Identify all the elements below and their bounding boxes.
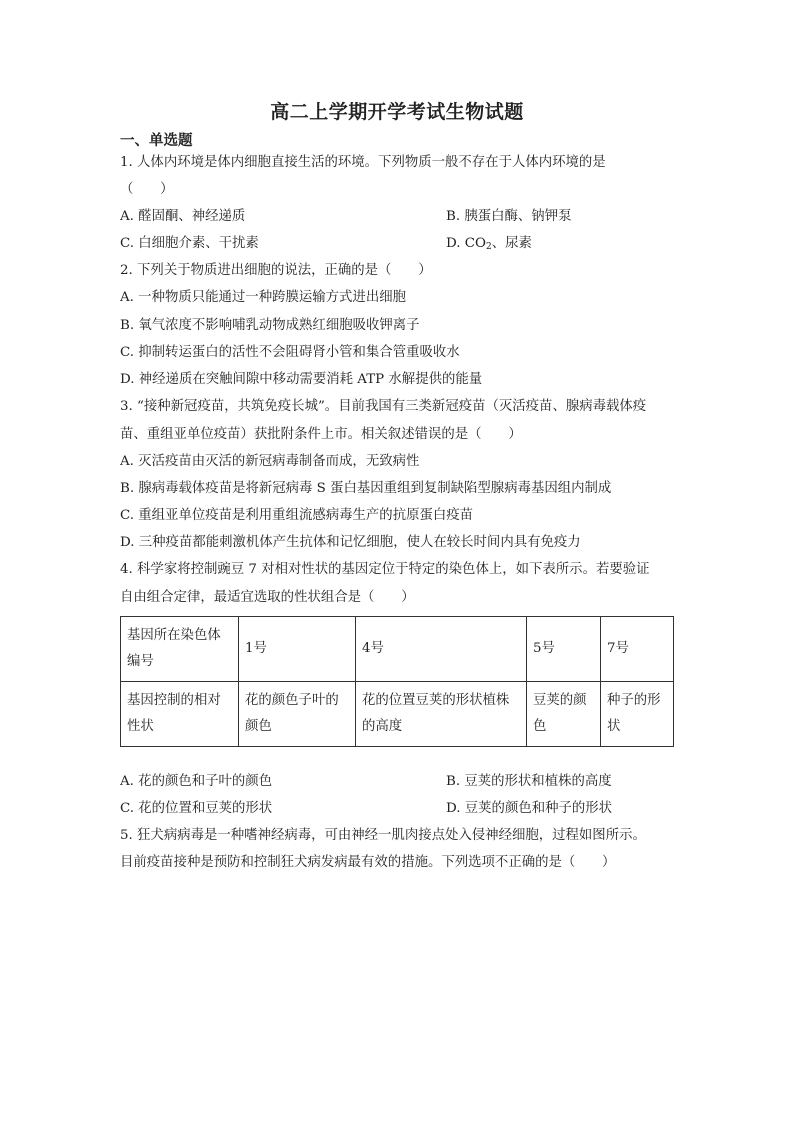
q2-option-d: D. 神经递质在突触间隙中移动需要消耗 ATP 水解提供的能量	[120, 372, 483, 387]
q4-option-b: B. 豆荚的形状和植株的高度	[446, 774, 612, 789]
q1-option-d-subscript: 2	[486, 242, 492, 252]
q2-option-b: B. 氧气浓度不影响哺乳动物成熟红细胞吸收钾离子	[120, 318, 420, 333]
q4-stem-line2: 自由组合定律，最适宜选取的性状组合是（ ）	[120, 590, 415, 605]
q4-option-c: C. 花的位置和豆荚的形状	[120, 801, 273, 816]
q5-stem-line2: 目前疫苗接种是预防和控制狂犬病发病最有效的措施。下列选项不正确的是（ ）	[120, 855, 616, 870]
q5-stem-line1: 5. 狂犬病病毒是一种嗜神经病毒，可由神经一肌肉接点处入侵神经细胞，过程如图所示。	[120, 828, 646, 843]
q3-option-d: D. 三种疫苗都能刺激机体产生抗体和记忆细胞，使人在较长时间内具有免疫力	[120, 535, 581, 550]
table-row	[121, 682, 674, 747]
q3-stem-line1: 3. “接种新冠疫苗，共筑免疫长城”。目前我国有三类新冠疫苗（灭活疫苗、腺病毒载体疫	[120, 399, 647, 414]
table-cell: 7号	[601, 617, 674, 682]
q1-option-d-prefix: D. CO	[446, 236, 486, 251]
table-row	[121, 617, 674, 682]
table-cell: 豆荚的颜色	[527, 682, 601, 747]
table-cell: 花的颜色子叶的颜色	[239, 682, 356, 747]
table-cell: 1号	[239, 617, 356, 682]
q4-stem-line1: 4. 科学家将控制豌豆 7 对相对性状的基因定位于特定的染色体上，如下表所示。若要验证	[120, 562, 650, 577]
q2-option-c: C. 抑制转运蛋白的活性不会阻碍肾小管和集合管重吸收水	[120, 345, 460, 360]
table-cell: 4号	[356, 617, 527, 682]
q1-option-d	[446, 235, 532, 256]
gene-table	[120, 616, 674, 747]
q4-option-a: A. 花的颜色和子叶的颜色	[120, 774, 273, 789]
q1-stem-bracket: （ ）	[120, 182, 174, 197]
table-cell: 基因所在染色体编号	[121, 617, 239, 682]
page-title: 高二上学期开学考试生物试题	[270, 101, 524, 123]
q2-stem: 2. 下列关于物质进出细胞的说法，正确的是（ ）	[120, 263, 432, 278]
q4-option-d: D. 豆荚的颜色和种子的形状	[446, 801, 613, 816]
q2-option-a: A. 一种物质只能通过一种跨膜运输方式进出细胞	[120, 290, 406, 305]
table-cell: 5号	[527, 617, 601, 682]
q1-stem: 1. 人体内环境是体内细胞直接生活的环境。下列物质一般不存在于人体内环境的是	[120, 155, 606, 170]
q3-option-c: C. 重组亚单位疫苗是利用重组流感病毒生产的抗原蛋白疫苗	[120, 508, 474, 523]
table-cell: 花的位置豆荚的形状植株的高度	[356, 682, 527, 747]
q1-option-c: C. 白细胞介素、干扰素	[120, 236, 259, 251]
q3-stem-line2: 苗、重组亚单位疫苗）获批附条件上市。相关叙述错误的是（ ）	[120, 427, 522, 442]
q1-option-b: B. 胰蛋白酶、钠钾泵	[446, 209, 572, 224]
table-cell: 基因控制的相对性状	[121, 682, 239, 747]
q3-option-a: A. 灭活疫苗由灭活的新冠病毒制备而成，无致病性	[120, 454, 420, 469]
q1-option-d-suffix: 、尿素	[491, 236, 532, 251]
q3-option-b: B. 腺病毒载体疫苗是将新冠病毒 S 蛋白基因重组到复制缺陷型腺病毒基因组内制成	[120, 481, 612, 496]
q1-option-a: A. 醛固酮、神经递质	[120, 209, 246, 224]
table-cell: 种子的形状	[601, 682, 674, 747]
section-heading: 一、单选题	[120, 132, 193, 149]
